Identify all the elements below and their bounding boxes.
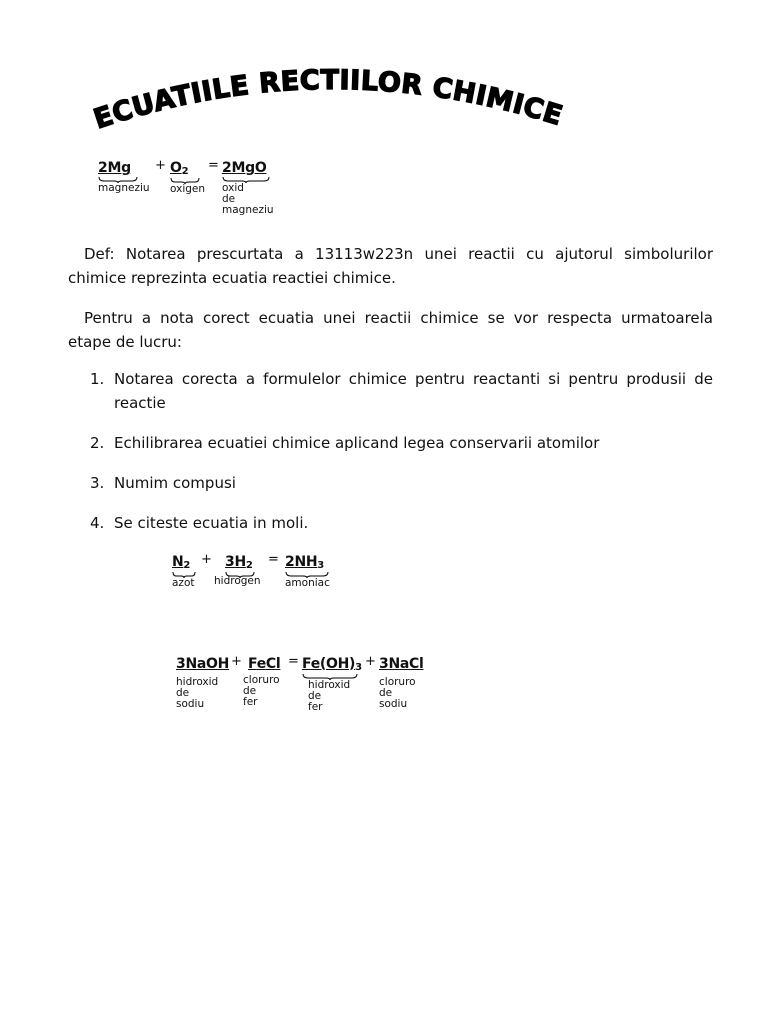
equation-term — [172, 551, 196, 589]
compound-name: hidrogen — [214, 575, 261, 587]
plus-operator: + — [365, 654, 376, 669]
step-text: Notarea corecta a formulelor chimice pentru reactanti si pentru produsii de reactie — [114, 370, 713, 412]
equation-term — [285, 551, 330, 589]
chemical-formula: 3NaOH — [176, 656, 230, 672]
step-text: Echilibrarea ecuatiei chimice aplicand legea conservarii atomilor — [114, 434, 600, 452]
chemical-formula: 2MgO — [222, 160, 267, 176]
compound-name: magneziu — [98, 182, 150, 194]
equation-term — [302, 653, 362, 713]
page-title-text: ECUATIILE RECTIILOR CHIMICE — [90, 64, 567, 136]
equation-term — [243, 653, 281, 708]
chemical-formula: FeCl — [248, 656, 281, 672]
page-title — [0, 0, 768, 160]
equals-operator: = — [288, 654, 299, 669]
compound-name: amoniac — [285, 577, 330, 589]
equation-term — [176, 653, 229, 710]
compound-name: hidroxid de sodiu — [176, 676, 219, 710]
list-item — [90, 367, 713, 415]
compound-name: azot — [172, 577, 195, 589]
definition-paragraph — [68, 242, 713, 290]
equation-term — [379, 653, 424, 710]
chemical-formula: 3NaCl — [379, 656, 424, 672]
intro-paragraph — [68, 306, 713, 354]
intro-text: Pentru a nota corect ecuatia unei reactii chimice se vor respecta urmatoarela etape de lucru: — [68, 309, 713, 351]
list-item — [90, 471, 713, 495]
step-number: 1. — [90, 370, 105, 388]
chemical-formula: $O_2$ — [170, 160, 189, 177]
svg-text:ECUATIILE RECTIILOR CHIMICE — [90, 65, 566, 135]
list-item — [90, 511, 713, 535]
step-number: 2. — [90, 434, 105, 452]
compound-name: cloruro de sodiu — [379, 676, 416, 710]
compound-name: cloruro de fer — [243, 674, 280, 708]
compound-name: oxid de magneziu — [222, 182, 274, 216]
compound-name: oxigen — [170, 183, 206, 195]
chemical-formula: $Fe(OH)_3$ — [302, 656, 362, 673]
plus-operator: + — [231, 654, 242, 669]
equation-term — [170, 157, 205, 195]
equation-term — [98, 157, 150, 194]
equation-term — [225, 551, 255, 578]
chemical-formula: 2Mg — [98, 160, 131, 176]
chemical-formula: $N_2$ — [172, 554, 191, 571]
step-number: 3. — [90, 474, 105, 492]
equation-term — [222, 157, 274, 216]
plus-operator: + — [155, 158, 166, 173]
list-item — [90, 431, 713, 455]
equals-operator: = — [208, 158, 219, 173]
steps-list — [90, 367, 713, 551]
step-number: 4. — [90, 514, 105, 532]
chemical-formula: $3H_2$ — [225, 554, 253, 571]
chemical-formula: $2NH_3$ — [285, 554, 324, 571]
equals-operator: = — [268, 552, 279, 567]
step-text: Se citeste ecuatia in moli. — [114, 514, 309, 532]
step-text: Numim compusi — [114, 474, 236, 492]
definition-text: Def: Notarea prescurtata a 13113w223n unei reactii cu ajutorul simbolurilor chimice reprezinta ecuatia reactiei chimice. — [68, 245, 713, 287]
compound-name: hidroxid de fer — [308, 679, 351, 713]
plus-operator: + — [201, 552, 212, 567]
